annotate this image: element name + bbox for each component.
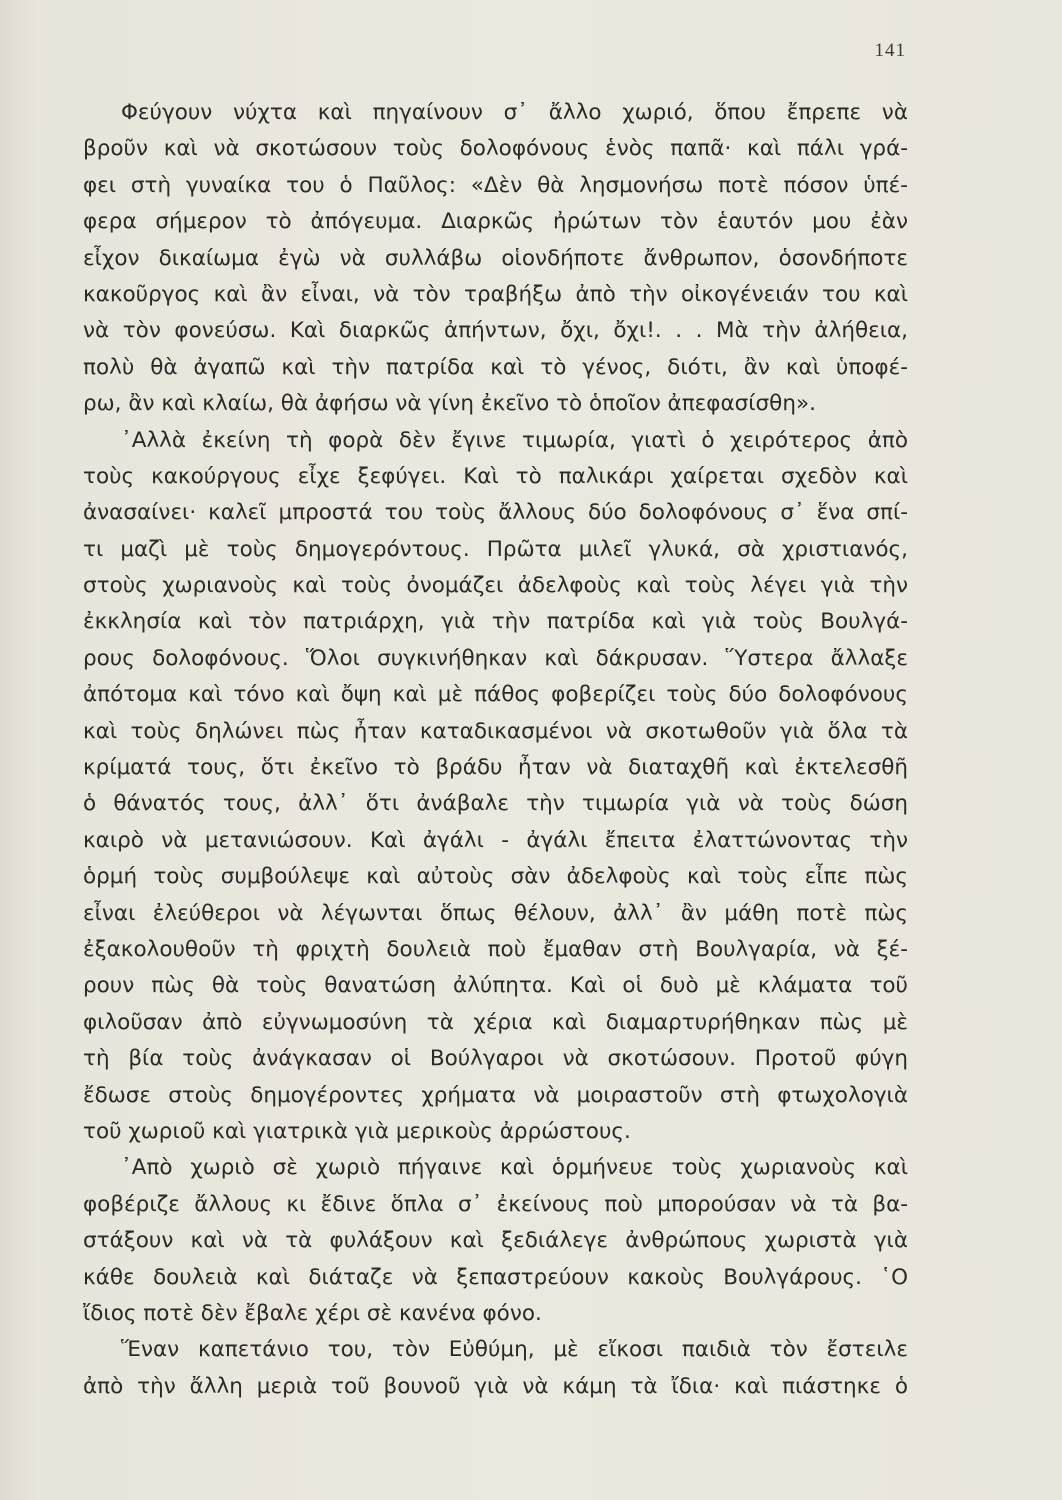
text-line: νὰ τὸν φονεύσω. Καὶ διαρκῶς ἀπήντων, ὄχι, ὄχι!. . . Μὰ τὴν ἀλήθεια, <box>83 318 908 344</box>
text-line: ἀνασαίνει· καλεῖ μπροστά του τοὺς ἄλλους δύο δολοφόνους σ᾽ ἕνα σπί- <box>83 500 908 526</box>
text-line: εἶναι ἐλεύθεροι νὰ λέγωνται ὅπως θέλουν, ἀλλ᾽ ἂν μάθη ποτὲ πὼς <box>83 900 908 926</box>
text-line: βροῦν καὶ νὰ σκοτώσουν τοὺς δολοφόνους ἑνὸς παπᾶ· καὶ πάλι γρά- <box>83 136 908 162</box>
body-text <box>83 95 908 1405</box>
text-line: ἀπότομα καὶ τόνο καὶ ὄψη καὶ μὲ πάθος φοβερίζει τοὺς δύο δολοφόνους <box>83 682 908 708</box>
text-line: φει στὴ γυναίκα του ὁ Παῦλος: «Δὲν θὰ λησμονήσω ποτὲ πόσον ὑπέ- <box>83 172 908 198</box>
text-line: ὁρμή τοὺς συμβούλεψε καὶ αὐτοὺς σὰν ἀδελφοὺς καὶ τοὺς εἶπε πὼς <box>83 864 908 890</box>
text-line: φερα σήμερον τὸ ἀπόγευμα. Διαρκῶς ἠρώτων τὸν ἑαυτόν μου ἐὰν <box>83 209 908 235</box>
text-line: ἔδωσε στοὺς δημογέροντες χρήματα νὰ μοιραστοῦν στὴ φτωχολογιὰ <box>83 1082 908 1108</box>
text-line: εἶχον δικαίωμα ἐγὼ νὰ συλλάβω οἱονδήποτε ἄνθρωπον, ὁσονδήποτε <box>83 245 908 271</box>
text-line: καιρὸ νὰ μετανιώσουν. Καὶ ἀγάλι - ἀγάλι ἔπειτα ἐλαττώνοντας τὴν <box>83 827 908 853</box>
page-number: 141 <box>874 40 906 61</box>
text-line: τοὺς κακούργους εἶχε ξεφύγει. Καὶ τὸ παλικάρι χαίρεται σχεδὸν καὶ <box>83 463 908 489</box>
text-line: τὴ βία τοὺς ἀνάγκασαν οἱ Βούλγαροι νὰ σκοτώσουν. Προτοῦ φύγη <box>83 1046 908 1072</box>
text-line: ἴδιος ποτὲ δὲν ἔβαλε χέρι σὲ κανένα φόνο. <box>83 1300 542 1326</box>
text-line: τι μαζὶ μὲ τοὺς δημογερόντους. Πρῶτα μιλεῖ γλυκά, σὰ χριστιανός, <box>83 536 908 562</box>
text-line: ᾿Αλλὰ ἐκείνη τὴ φορὰ δὲν ἔγινε τιμωρία, γιατὶ ὁ χειρότερος ἀπὸ <box>121 427 908 453</box>
text-line: ᾿Απὸ χωριὸ σὲ χωριὸ πήγαινε καὶ ὁρμήνευε τοὺς χωριανοὺς καὶ <box>121 1155 908 1181</box>
text-line: Ἕναν καπετάνιο του, τὸν Εὐθύμη, μὲ εἴκοσι παιδιὰ τὸν ἔστειλε <box>121 1337 908 1363</box>
text-line: ρω, ἂν καὶ κλαίω, θὰ ἀφήσω νὰ γίνη ἐκεῖνο τὸ ὁποῖον ἀπεφασίσθη». <box>83 391 816 417</box>
text-line: Φεύγουν νύχτα καὶ πηγαίνουν σ᾽ ἄλλο χωριό, ὅπου ἔπρεπε νὰ <box>121 100 908 125</box>
text-line: ἀπὸ τὴν ἄλλη μεριὰ τοῦ βουνοῦ γιὰ νὰ κάμη τὰ ἴδια· καὶ πιάστηκε ὁ <box>83 1373 908 1399</box>
text-line: ὁ θάνατός τους, ἀλλ᾽ ὅτι ἀνάβαλε τὴν τιμωρία γιὰ νὰ τοὺς δώση <box>83 791 908 817</box>
text-line: κάθε δουλειὰ καὶ διάταζε νὰ ξεπαστρεύουν κακοὺς Βουλγάρους. ῾Ο <box>83 1264 908 1290</box>
text-line: ρους δολοφόνους. Ὅλοι συγκινήθηκαν καὶ δάκρυσαν. Ὕστερα ἄλλαξε <box>83 645 908 671</box>
text-line: ἐξακολουθοῦν τὴ φριχτὴ δουλειὰ ποὺ ἔμαθαν στὴ Βουλγαρία, νὰ ξέ- <box>83 936 908 962</box>
text-line: τοῦ χωριοῦ καὶ γιατρικὰ γιὰ μερικοὺς ἀρρώστους. <box>83 1118 631 1144</box>
text-line: κρίματά τους, ὅτι ἐκεῖνο τὸ βράδυ ἦταν νὰ διαταχθῆ καὶ ἐκτελεσθῆ <box>83 755 908 781</box>
text-line: ἐκκλησία καὶ τὸν πατριάρχη, γιὰ τὴν πατρίδα καὶ γιὰ τοὺς Βουλγά- <box>83 609 908 635</box>
text-line: φοβέριζε ἄλλους κι ἔδινε ὅπλα σ᾽ ἐκείνους ποὺ μπορούσαν νὰ τὰ βα- <box>83 1191 908 1217</box>
text-line: κακοῦργος καὶ ἂν εἶναι, νὰ τὸν τραβήξω ἀπὸ τὴν οἰκογένειάν του καὶ <box>83 281 908 307</box>
text-line: στάξουν καὶ νὰ τὰ φυλάξουν καὶ ξεδιάλεγε ἀνθρώπους χωριστὰ γιὰ <box>83 1228 908 1254</box>
text-line: ρουν πὼς θὰ τοὺς θανατώση ἀλύπητα. Καὶ οἱ δυὸ μὲ κλάματα τοῦ <box>83 973 908 999</box>
text-line: στοὺς χωριανοὺς καὶ τοὺς ὀνομάζει ἀδελφοὺς καὶ τοὺς λέγει γιὰ τὴν <box>83 573 908 599</box>
text-line: πολὺ θὰ ἀγαπῶ καὶ τὴν πατρίδα καὶ τὸ γένος, διότι, ἂν καὶ ὑποφέ- <box>83 354 908 380</box>
text-line: καὶ τοὺς δηλώνει πὼς ἦταν καταδικασμένοι νὰ σκοτωθοῦν γιὰ ὅλα τὰ <box>83 718 908 744</box>
text-line: φιλοῦσαν ἀπὸ εὐγνωμοσύνη τὰ χέρια καὶ διαμαρτυρήθηκαν πὼς μὲ <box>83 1009 908 1035</box>
